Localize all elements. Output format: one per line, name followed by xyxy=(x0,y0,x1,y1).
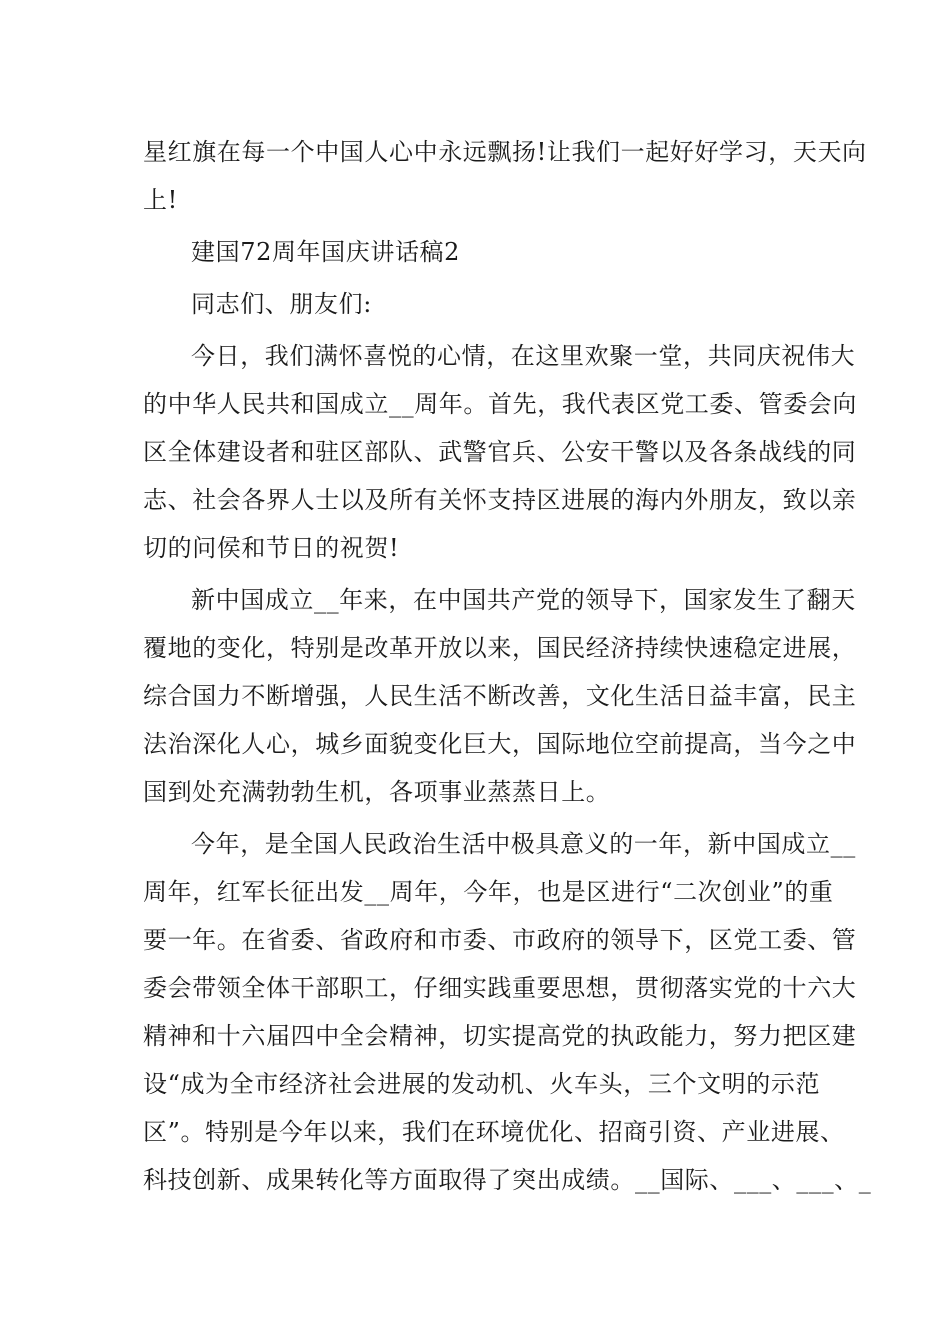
text-line: 设“成为全市经济社会进展的发动机、火车头，三个文明的示范 xyxy=(143,1070,821,1098)
text-line: 今日，我们满怀喜悦的心情，在这里欢聚一堂，共同庆祝伟大 xyxy=(191,342,856,370)
text-line: 区全体建设者和驻区部队、武警官兵、公安干警以及各条战线的同 xyxy=(143,438,857,466)
text-line: 星红旗在每一个中国人心中永远飘扬!让我们一起好好学习，天天向 xyxy=(143,138,867,166)
text-line: 切的问侯和节日的祝贺! xyxy=(143,534,400,562)
text-line: 覆地的变化，特别是改革开放以来，国民经济持续快速稳定进展， xyxy=(143,634,857,662)
text-line: 今年，是全国人民政治生活中极具意义的一年，新中国成立__ xyxy=(191,830,856,858)
text-line: 志、社会各界人士以及所有关怀支持区进展的海内外朋友，致以亲 xyxy=(143,486,857,514)
text-line: 委会带领全体干部职工，仔细实践重要思想，贯彻落实党的十六大 xyxy=(143,974,857,1002)
text-line: 精神和十六届四中全会精神，切实提高党的执政能力，努力把区建 xyxy=(143,1022,857,1050)
text-line: 法治深化人心，城乡面貌变化巨大，国际地位空前提高，当今之中 xyxy=(143,730,857,758)
text-line: 上! xyxy=(143,186,178,214)
text-line: 科技创新、成果转化等方面取得了突出成绩。__国际、___、___、_ xyxy=(143,1166,872,1194)
text-line: 要一年。在省委、省政府和市委、市政府的领导下，区党工委、管 xyxy=(143,926,857,954)
text-line: 国到处充满勃勃生机，各项事业蒸蒸日上。 xyxy=(143,778,611,806)
section-heading: 建国72周年国庆讲话稿2 xyxy=(191,238,461,266)
text-line: 的中华人民共和国成立__周年。首先，我代表区党工委、管委会向 xyxy=(143,390,857,418)
text-line: 区”。特别是今年以来，我们在环境优化、招商引资、产业进展、 xyxy=(143,1118,845,1146)
text-line: 新中国成立__年来，在中国共产党的领导下，国家发生了翻天 xyxy=(191,586,856,614)
text-line: 综合国力不断增强，人民生活不断改善，文化生活日益丰富，民主 xyxy=(143,682,857,710)
text-line: 周年，红军长征出发__周年，今年，也是区进行“二次创业”的重 xyxy=(143,878,834,906)
salutation: 同志们、朋友们: xyxy=(191,290,372,318)
